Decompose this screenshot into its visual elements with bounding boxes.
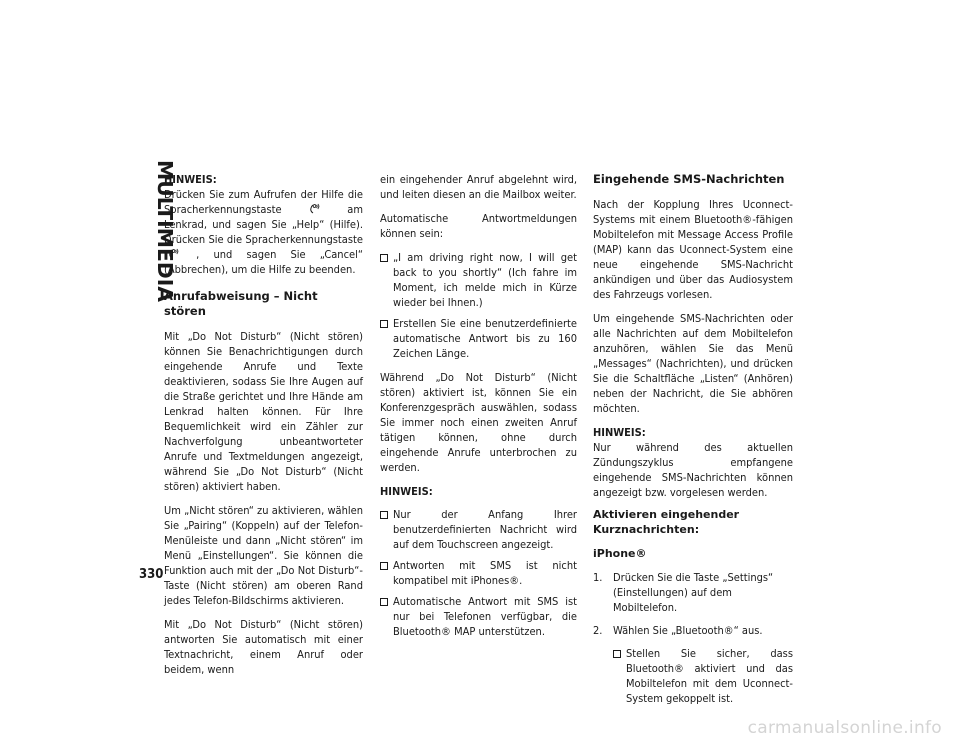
column-3 (593, 172, 793, 715)
page-number: 330 (139, 567, 164, 582)
list-item: 1. Drücken Sie die Taste „Settings“ (Einstellungen) auf dem Mobiltelefon. (593, 571, 774, 614)
note-label: HINWEIS: (164, 173, 217, 186)
paragraph: Um „Nicht stören“ zu aktivieren, wählen Sie „Pairing“ (Koppeln) auf der Telefon-Menüleiste und dann „Nicht stören“ im Menü „Einstellungen“. Sie können die Funktion auch mit der „Do Not Disturb“-Taste (Nicht stören) am oberen Rand jedes Telefon-Bildschirms aktivieren. (164, 504, 363, 607)
note-label: HINWEIS: (593, 426, 646, 439)
note-label: HINWEIS: (380, 485, 433, 498)
heading-incoming-sms: Eingehende SMS-Nachrichten (593, 172, 785, 186)
square-bullet-icon (380, 562, 388, 570)
note-list (380, 507, 577, 639)
paragraph: Mit „Do Not Disturb“ (Nicht stören) können Sie Benachrichtigungen durch eingehende Anrufe und Texte deaktivieren, sodass Sie Ihre Augen auf die Straße gerichtet und Ihre Hände am Lenkrad halten können. Für Ihre Bequemlichkeit wird ein Zähler zur Nachverfolgung unbeantworteter Anrufe und Textmeldungen angezeigt, während Sie „Do Not Disturb“ (Nicht stören) aktiviert haben. (164, 330, 363, 493)
square-bullet-icon (380, 254, 388, 262)
steps-list (593, 570, 793, 638)
section-title (136, 160, 177, 562)
voice-recognition-icon (308, 203, 320, 215)
heading-do-not-disturb: Anrufabweisung – Nicht stören (164, 289, 318, 318)
paragraph: Während „Do Not Disturb“ (Nicht stören) aktiviert ist, können Sie ein Konferenzgespräch auswählen, sodass Sie immer noch einen zweiten Anruf tätigen können, ohne durch eingehende Anrufe unterbrochen zu werden. (380, 371, 577, 474)
auto-reply-list (380, 250, 577, 361)
square-bullet-icon (380, 598, 388, 606)
list-item: Erstellen Sie eine benutzerdefinierte automatische Antwort bis zu 160 Zeichen Länge. (380, 316, 577, 361)
subheading-iphone: iPhone® (593, 547, 647, 560)
paragraph: Automatische Antwortmeldungen können sein: (380, 212, 577, 240)
note-voice-help: Drücken Sie zum Aufrufen der Hilfe die Spracherkennungstaste am Lenkrad, und sagen Sie „Help“ (Hilfe). Drücken Sie die Spracherkennungstaste , und sagen Sie „Cancel“ (Abbrechen), um die Hilfe zu beenden. (164, 188, 363, 276)
list-item: Stellen Sie sicher, dass Bluetooth® aktiviert und das Mobiltelefon mit dem Uconnect-System gekoppelt ist. (613, 646, 793, 706)
column-2 (380, 172, 577, 648)
list-item: Nur der Anfang Ihrer benutzerdefinierten Nachricht wird auf dem Touchscreen angezeigt. (380, 507, 577, 552)
column-1 (164, 172, 363, 686)
list-item: 2. Wählen Sie „Bluetooth®“ aus. (593, 624, 763, 637)
paragraph: Nach der Kopplung Ihres Uconnect-Systems mit einem Bluetooth®-fähigen Mobiltelefon mit Message Access Profile (MAP) kann das Uconnect-System eine neue eingehende SMS-Nachricht ankündigen und über das Audiosystem des Fahrzeugs vorlesen. (593, 198, 793, 301)
note-text: Nur während des aktuellen Zündungszyklus empfangene eingehende SMS-Nachrichten können angezeigt bzw. vorgelesen werden. (593, 441, 793, 499)
paragraph: ein eingehender Anruf abgelehnt wird, und leiten diesen an die Mailbox weiter. (380, 173, 577, 201)
voice-recognition-icon (167, 248, 179, 260)
section-title-text: MULTIMEDIA (153, 160, 177, 300)
paragraph: Mit „Do Not Disturb“ (Nicht stören) antworten Sie automatisch mit einer Textnachricht, einem Anruf oder beidem, wenn (164, 618, 363, 676)
list-item: Antworten mit SMS ist nicht kompatibel mit iPhones®. (380, 558, 577, 588)
subheading-activate-sms: Aktivieren eingehender Kurznachrichten: (593, 508, 740, 536)
list-item: „I am driving right now, I will get back to you shortly“ (Ich fahre im Moment, ich melde mich in Kürze wieder bei Ihnen.) (380, 250, 577, 310)
square-bullet-icon (380, 511, 388, 519)
list-item: Automatische Antwort mit SMS ist nur bei Telefonen verfügbar, die Bluetooth® MAP unterstützen. (380, 594, 577, 639)
nested-list (613, 646, 793, 706)
footer-watermark: carmanualsonline.info (747, 718, 942, 738)
square-bullet-icon (380, 320, 388, 328)
paragraph: Um eingehende SMS-Nachrichten oder alle Nachrichten auf dem Mobiltelefon anzuhören, wählen Sie das Menü „Messages“ (Nachrichten), und drücken Sie die Schaltfläche „Listen“ (Anhören) neben der Nachricht, die Sie abhören möchten. (593, 312, 793, 415)
square-bullet-icon (613, 650, 621, 658)
